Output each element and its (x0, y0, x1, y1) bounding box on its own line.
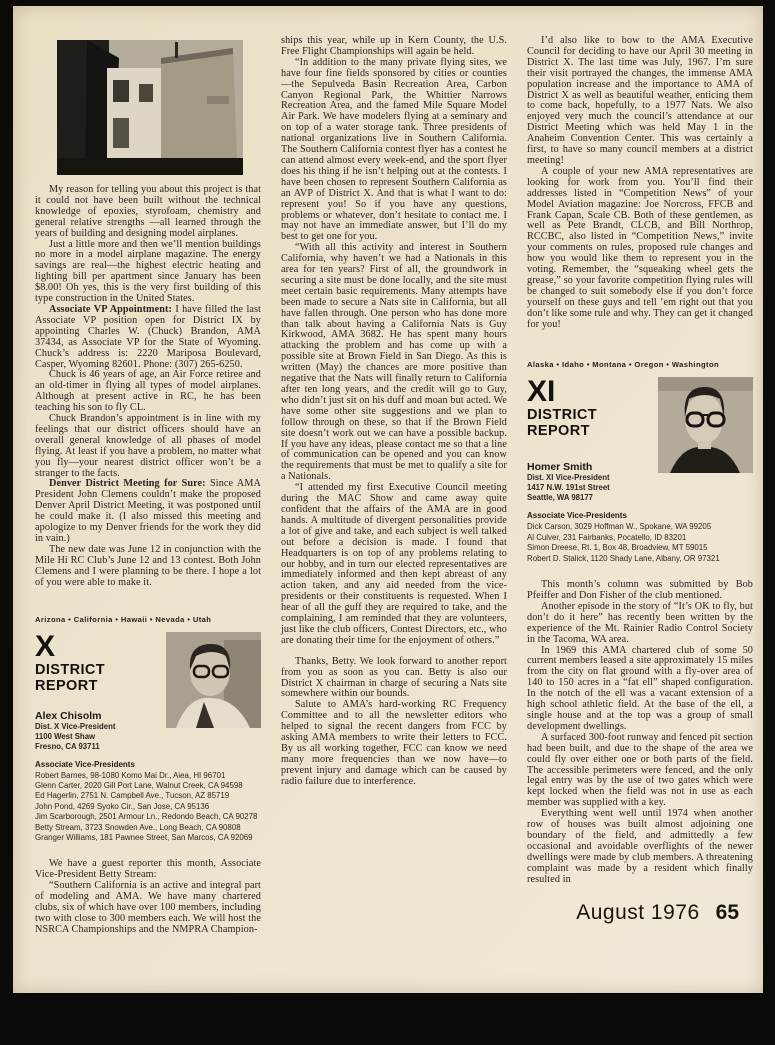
avp-entry: Simon Dreese, Rt. 1, Box 48, Broadview, MT 59015 (527, 543, 708, 553)
avp-heading: Associate Vice-Presidents (527, 511, 627, 521)
avp-entry: Betty Stream, 3723 Snowden Ave., Long Beach, CA 90808 (35, 822, 241, 832)
paragraph-text: I have filled the last Associate VP position open for District IX by appointing Charles W. (Chuck) Brandon, AMA 37434, as Associate VP for the State of Wyoming. Chuck’s address is: 2220 Mariposa Boulevard, Casper, Wyoming 82601. Phone: (307) 265-6250. (35, 303, 261, 370)
footer-issue-date: August 1976 (576, 901, 700, 925)
district-xi-numeral: XI (527, 375, 556, 409)
body-paragraph: Chuck is 46 years of age, an Air Force retiree and an old-timer in flying all types of model airplanes. Although at present active in RC, he has been teaching his son to fly CL. (35, 369, 261, 414)
body-paragraph: My reason for telling you about this project is that it could not have been built without the technical knowledge of epoxies, styrofoam, chemistry and general relative strengths —all learned through the years of building and designing model airplanes. (35, 184, 261, 239)
avp-heading: Associate Vice-Presidents (35, 759, 135, 769)
district-x-states: Arizona • California • Hawaii • Nevada • Utah (35, 614, 212, 624)
page-sheet (13, 6, 763, 993)
avp-entry: Dick Carson, 3029 Hoffman W., Spokane, WA 99205 (527, 522, 712, 532)
district-xi-states: Alaska • Idaho • Montana • Oregon • Washington (527, 360, 720, 370)
column-right (527, 36, 753, 936)
officer-address: 1100 West Shaw (35, 731, 96, 741)
body-paragraph: Everything went well until 1974 when another row of houses was built almost adjoining one boundary of the field, and admittedly a few occasional and avoidable overflights of the newer dwellings were made by club members. A threatening complaint was made by a resident which finally resulted in (527, 808, 753, 885)
avp-entry: John Pond, 4269 Syoko Cir., San Jose, CA 95136 (35, 801, 210, 811)
officer-address: Fresno, CA 93711 (35, 741, 100, 751)
officer-address: 1417 N.W. 191st Street (527, 483, 610, 493)
body-paragraph: We have a guest reporter this month, Associate Vice-President Betty Stream: (35, 858, 261, 881)
building-photo (57, 40, 243, 175)
district-report-title: DISTRICT REPORT (35, 661, 106, 694)
avp-entry: Glenn Carter, 2020 Gill Port Lane, Walnut Creek, CA 94598 (35, 780, 243, 790)
paragraph-text: Since AMA President John Clemens couldn’t make the proposed Denver April District Meeting, it was postponed until he could make it. (I also missed this meeting and apologize to my Denver friends for the work they did in vain.) (35, 478, 261, 544)
body-paragraph: Another episode in the story of “It’s OK to fly, but don’t do it here” has recently been written by the experience of the Mt. Rainier Radio Control Society in the Tacoma, WA area. (527, 600, 753, 645)
avp-entry: Robert D. Stalick, 1120 Shady Lane, Albany, OR 97321 (527, 553, 720, 563)
body-paragraph: “In addition to the many private flying sites, we have four fine fields sponsored by cities or counties—the Sepulveda Basin Recreation Area, Carbon Canyon Regional Park, the Whittier Narrows Recreation Area, and the famed Mile Square Model Air Park. We have modelers flying at a seminary and on top of a water storage tank. Three presidents of national organizations live in Southern California. The Southern California contest flyer has a contest he can attend almost every week-end, and the sport flyer does his thing if he isn’t helping out at the contests. I have been chosen to represent Southern California as an AVP of District X. And that is what I want to do: represent you! So if you have any questions, problems or whatever, don’t hesitate to contact me. I may not have an immediate answer, but I’ll do my best to get one for you. (281, 56, 507, 243)
district-x-numeral: X (35, 629, 56, 663)
body-paragraph: The new date was June 12 in conjunction with the Mile Hi RC Club’s June 12 and 13 contest. Both John Clemens and I were planning to be there. I hope a lot of you were able to make it. (35, 543, 261, 588)
column-middle (281, 36, 507, 936)
district-x-section (35, 615, 261, 844)
avp-entry: Jim Scarborough, 2501 Armour Ln., Redondo Beach, CA 90278 (35, 812, 258, 822)
body-paragraph: “Southern California is an active and integral part of modeling and AMA. We have many chartered clubs, six of which have over 100 members, including two with close to 300 members each. We will host the NSRCA Championships and the NMPRA Champion- (35, 880, 261, 935)
district-xi-section (527, 360, 753, 564)
body-paragraph: Salute to AMA’s hard-working RC Frequency Committee and to all the newsletter editors who helped to signal the recent dangers from FCC by asking AMA members to write their letters to FCC. By us all working together, FCC can know we need many more frequencies than we now have—to prevent injury and damage which can be caused by radio failure due to interference. (281, 699, 507, 787)
body-paragraph: Just a little more and then we’ll mention buildings no more in a model airplane magazine. The energy savings are real—the highest electric heating and lighting bill per apartment since January has been $8.00! Oh yes, this is the very first building of this type construction in the United States. (35, 238, 261, 305)
officer-role: Dist. X Vice-President (35, 721, 116, 731)
body-paragraph: “I attended my first Executive Council meeting during the MAC Show and came away quite confident that the affairs of the AMA are in good hands. A multitude of divergent personalities provide a lot of give and take, and each subject is well talked out before a decision is made. I found that Headquarters is on top of any problems relating to our hobby, and in turn our elected representatives are immediately informed and then kept abreast of any action taken, and any aid needed from the vice-presidents or their constituents is requested. When I hear of all the guff they are required to take, and the complaining, I am reminded that they are volunteers, just like the club officers, Contest Directors, etc., who are donating their time for the enjoyment of others.” (281, 482, 507, 646)
footer-page-number: 65 (715, 901, 739, 925)
body-paragraph (35, 305, 261, 370)
homer-smith-photo (658, 377, 753, 473)
paragraph-lead: Associate VP Appointment: (49, 303, 176, 315)
body-paragraph: A couple of your new AMA representatives are looking for work from you. You’ll find their addresses listed in “Competition News” of your Model Aviation magazine: Joe Norcross, FFCB and Frank Capan, Scale CB. Both of these gentlemen, as well as Pete Brandt, CLCB, and Bill Northrop, RCCBC, also listed in “Competition News,” invite your comments on rules, proposed rule changes and how you would like them to represent you in the voting. Remember, the “squeaking wheel gets the grease,” so your favorite competition flying rules will be changed to suit somebody else if you don’t force yourself on these guys and tell ’em right out that you don’t like some rule and why. They can get it changed for you! (527, 165, 753, 330)
column-left (35, 36, 261, 936)
officer-role: Dist. XI Vice-President (527, 473, 610, 483)
body-paragraph: Thanks, Betty. We look forward to another report from you as soon as you can. Betty is also our District X chairman in charge of securing a Nats site somewhere within our bounds. (281, 655, 507, 700)
body-paragraph: “With all this activity and interest in Southern California, why haven’t we had a Nationals in this area for ten years? First of all, the groundwork in securing a site must be done locally, and the site must meet certain basic requirements. Many attempts have been made to secure a Nats site in California, but all have fallen through. One person who has done more than talk about having a California Nats is Guy Kirkwood, AMA 3682. He has spent many hours attacking the problem and has come up with a possible site at Brown Field in San Diego. As this is written (May) the chances are more positive than negative that the Nats will finally return to California after ten long years, and the credit will go to Guy, who didn’t just sit on his duff and moan but acted. We have some other site suggestions and we plan to follow through on these, so that if the Brown Field site doesn’t work out we can have a possible backup. If you have any ideas, please contact me so that a line of communication can be opened and you can know the requirements that must be met to qualify a site for a Nationals. (281, 242, 507, 483)
officer-address: Seattle, WA 98177 (527, 493, 594, 503)
body-paragraph: ships this year, while up in Kern County, the U.S. Free Flight Championships will again be held. (281, 35, 507, 57)
avp-entry: Granger Williams, 181 Pawnee Street, San Marcos, CA 92069 (35, 832, 253, 842)
avp-entry: Al Culver, 231 Fairbanks, Pocatello, ID 83201 (527, 532, 687, 542)
paragraph-lead: Denver District Meeting for Sure: (49, 478, 210, 490)
body-paragraph: In 1969 this AMA chartered club of some 50 current members leased a site approximately 15 miles from the city on flat ground with a fly-over area of 140 to 150 acres in a “fat ell” shaped configuration. In the notch of the ell was a vacant extension of a high school athletic field. At the base of the ell, a single house and at the top was a group of small development dwellings. (527, 644, 753, 732)
alex-chisolm-photo (166, 632, 261, 728)
body-paragraph: A surfaced 300-foot runway and fenced pit section had been built, and due to the shape of the area we could fly over either one or both parts of the field. The accessible perimeters were fenced, and the only legal entry was by the use of two gates which were kept locked when the field was not in use as each member was supplied with a key. (527, 731, 753, 809)
body-paragraph (35, 479, 261, 544)
officer-name: Homer Smith (527, 461, 593, 474)
body-paragraph: This month’s column was submitted by Bob Pfeiffer and Don Fisher of the club mentioned. (527, 579, 753, 601)
page-footer (527, 901, 753, 925)
avp-entry: Ed Hagerlin, 2751 N. Campbell Ave., Tucson, AZ 85719 (35, 791, 230, 801)
body-paragraph: Chuck Brandon’s appointment is in line with my feelings that our district officers should have an overall general knowledge of all phases of model flying. At least if you have a problem, no matter what you fly—your nearest district officer won’t be a stranger to the facts. (35, 413, 261, 479)
district-report-title: DISTRICT REPORT (527, 407, 598, 440)
officer-name: Alex Chisolm (35, 709, 102, 722)
avp-entry: Robert Barnes, 98-1080 Komo Mai Dr., Aiea, HI 96701 (35, 770, 226, 780)
body-paragraph: I’d also like to bow to the AMA Executive Council for deciding to have our April 30 meeting in District X. The last time was July, 1967. I’m sure their visit portrayed the changes, the immense AMA population increase and the importance to AMA of District X as well as beautiful weather, enticing them to come back, hopefully, to a 1977 Nats. We also enjoyed very much the council’s attendance at our District Meeting which was held May 1 in the Anaheim Convention Center. This was certainly a first, to have so many council members at a district meeting! (527, 35, 753, 166)
